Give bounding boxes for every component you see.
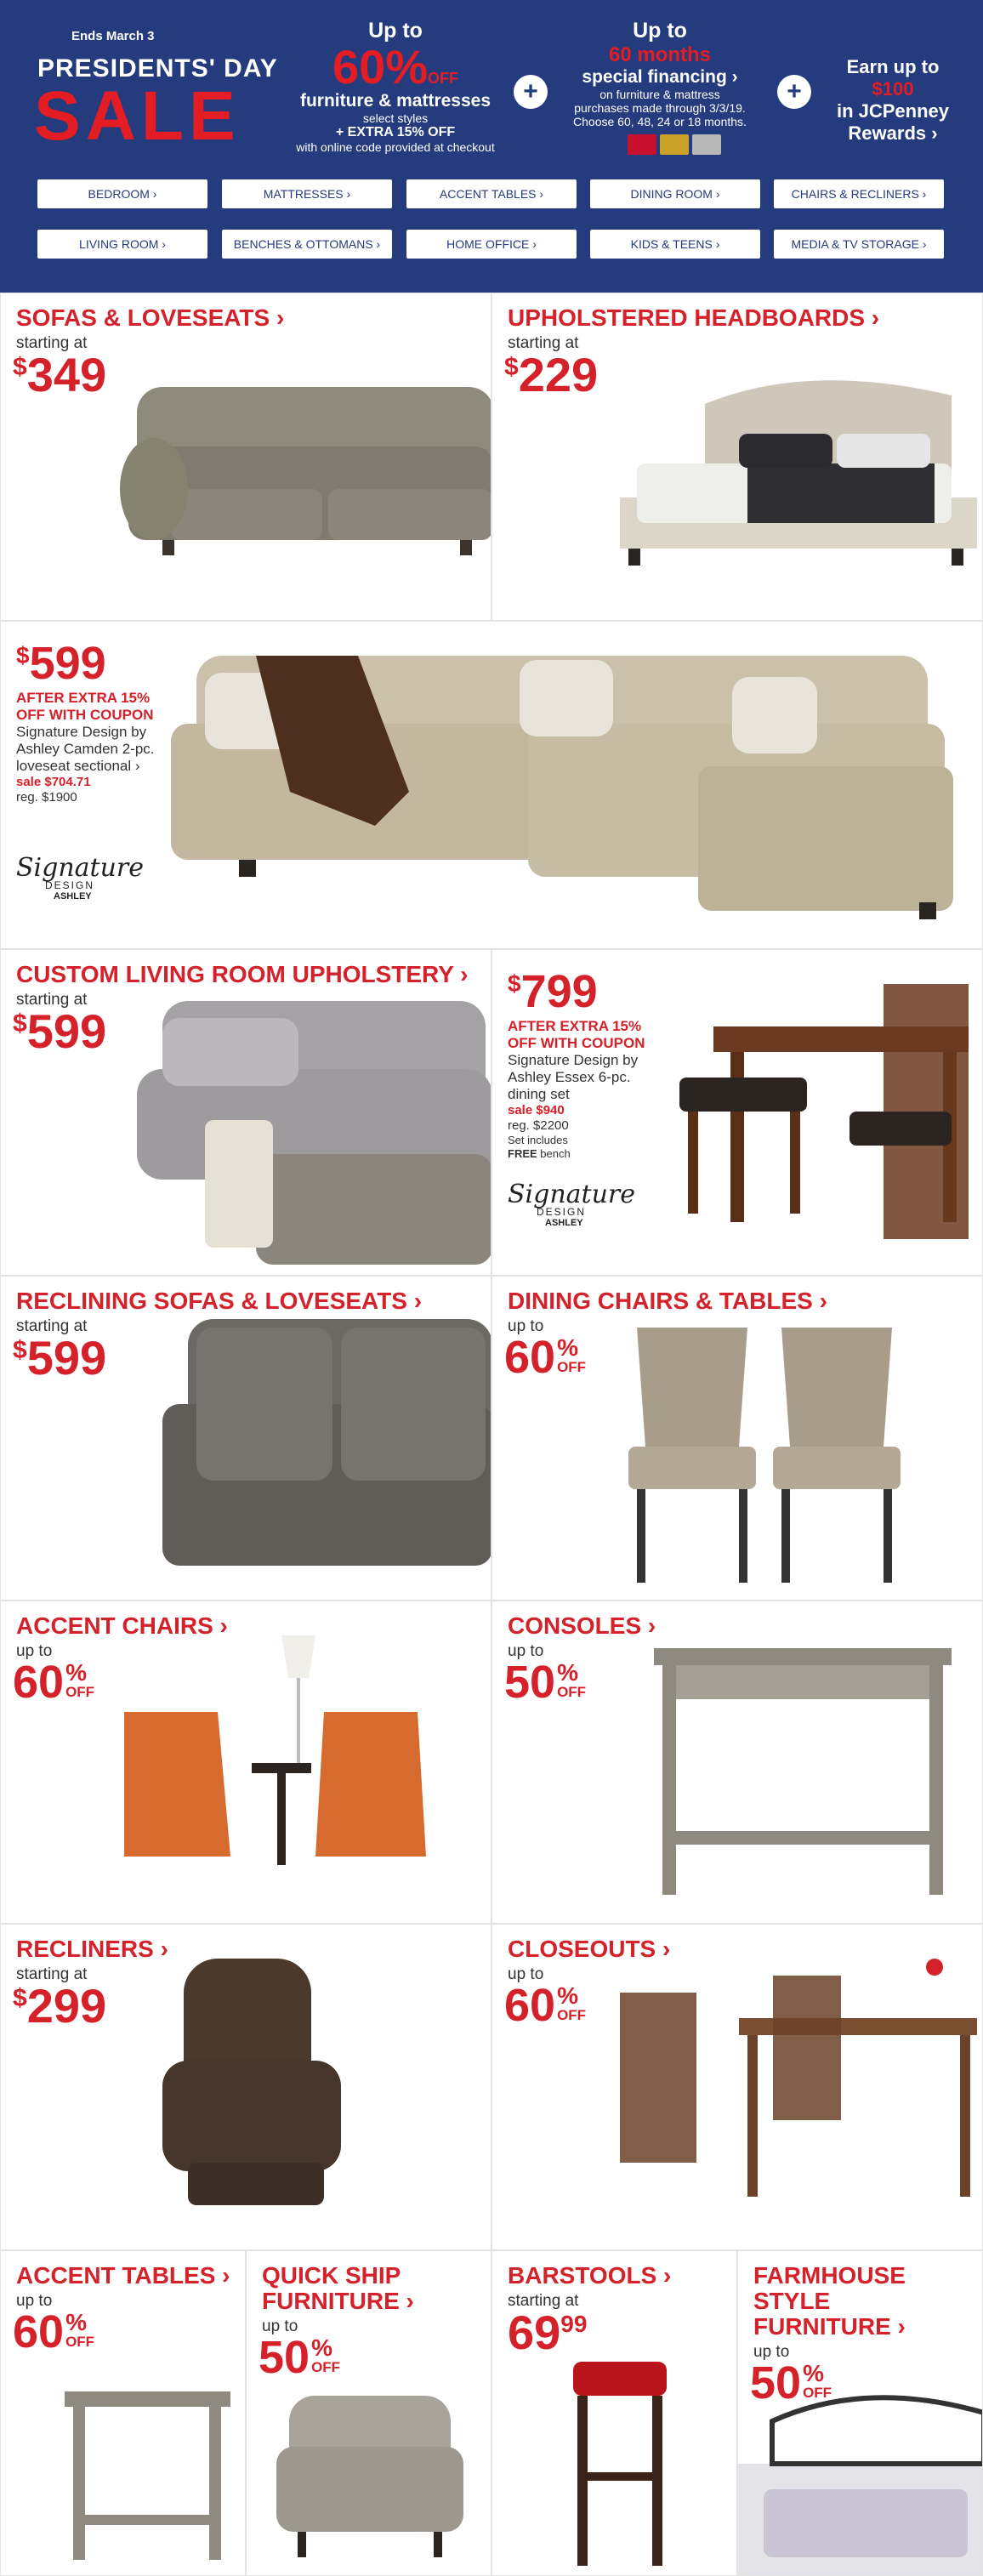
credit-card-icon — [628, 134, 656, 155]
dining-chairs-image — [492, 1277, 983, 1601]
tile-title[interactable]: CONSOLES › — [508, 1612, 656, 1639]
signature-design-logo: Signature DESIGN ASHLEY — [16, 853, 145, 901]
tile-title[interactable]: UPHOLSTERED HEADBOARDS › — [508, 304, 880, 331]
sale-end-date: Ends March 3 — [71, 29, 155, 43]
console-table-image — [492, 1601, 983, 1924]
offer-furniture[interactable] — [277, 19, 514, 154]
sale-heading: SALE — [34, 77, 241, 155]
deal-description[interactable]: Signature Design by Ashley Essex 6-pc. dining set — [508, 1052, 639, 1102]
tile-title[interactable]: QUICK SHIP FURNITURE › — [262, 2262, 414, 2314]
tile-quick-ship[interactable] — [246, 2250, 492, 2576]
deal-info — [508, 966, 652, 1161]
tile-title[interactable]: BARSTOOLS › — [508, 2262, 672, 2289]
tile-barstools[interactable] — [492, 2250, 737, 2576]
tile-subtitle: up to — [508, 1317, 544, 1335]
financing-note: purchases made through 3/3/19. — [574, 101, 746, 115]
rewards-link[interactable]: Rewards › — [848, 122, 938, 144]
nav-living-room[interactable]: LIVING ROOM › — [37, 230, 207, 259]
tile-sofas-loveseats[interactable] — [0, 293, 492, 621]
credit-cards — [628, 134, 721, 155]
tile-price: $229 — [504, 348, 599, 401]
tile-price: $69^{99}$ — [508, 2306, 588, 2359]
deal-sale-price: sale $704.71 — [16, 775, 91, 789]
tile-price: $349 — [13, 348, 107, 401]
tile-title[interactable]: ACCENT TABLES › — [16, 2262, 230, 2289]
rewards-line: in JCPenney — [836, 100, 950, 122]
nav-mattresses[interactable]: MATTRESSES › — [222, 179, 392, 208]
tile-subtitle: up to — [16, 1642, 53, 1660]
tile-accent-chairs[interactable] — [0, 1601, 492, 1924]
tile-subtitle: starting at — [508, 334, 579, 352]
financing-link[interactable]: special financing › — [582, 67, 738, 87]
tile-price: $299 — [13, 1979, 107, 2033]
tile-subtitle: up to — [16, 2292, 53, 2310]
tile-subtitle: starting at — [16, 991, 88, 1009]
tile-closeouts[interactable] — [492, 1924, 983, 2250]
offer-line: furniture & mattresses — [299, 91, 492, 111]
tile-title[interactable]: RECLINING SOFAS & LOVESEATS › — [16, 1288, 423, 1314]
tile-discount: 60 % OFF — [13, 2306, 95, 2357]
signature-design-logo: Signature DESIGN ASHLEY — [508, 1180, 636, 1228]
tile-title[interactable]: RECLINERS › — [16, 1936, 168, 1962]
deal-reg-price: reg. $2200 — [508, 1118, 569, 1133]
offer-rewards[interactable] — [818, 56, 968, 145]
tile-discount: 50 % OFF — [504, 1657, 587, 1708]
tile-consoles[interactable] — [492, 1601, 983, 1924]
tile-dining-chairs-tables[interactable] — [492, 1276, 983, 1601]
deal-sale-price: sale $940 — [508, 1103, 565, 1117]
tile-discount: 50 % OFF — [259, 2332, 341, 2383]
tile-title[interactable]: CUSTOM LIVING ROOM UPHOLSTERY › — [16, 961, 469, 987]
tile-camden-sectional[interactable] — [0, 621, 983, 949]
nav-chairs-recliners[interactable]: CHAIRS & RECLINERS › — [774, 179, 944, 208]
closeout-dining-image — [492, 1925, 983, 2250]
tile-reclining-sofas[interactable] — [0, 1276, 492, 1601]
tile-custom-upholstery[interactable] — [0, 949, 492, 1276]
tile-recliners[interactable] — [0, 1924, 492, 2250]
credit-card-icon — [692, 134, 721, 155]
tile-title[interactable]: FARMHOUSE STYLE FURNITURE › — [753, 2262, 906, 2340]
deal-coupon: AFTER EXTRA 15% OFF WITH COUPON — [508, 1018, 645, 1051]
tile-discount: 50 % OFF — [750, 2357, 832, 2408]
nav-bedroom[interactable]: BEDROOM › — [37, 179, 207, 208]
deal-coupon: AFTER EXTRA 15% OFF WITH COUPON — [16, 690, 154, 723]
plus-icon: + — [777, 75, 811, 109]
offer-up-to: Up to — [368, 19, 423, 43]
offer-note: select styles — [362, 111, 429, 125]
deal-price: $799 — [508, 966, 598, 1017]
tile-subtitle: up to — [753, 2343, 790, 2361]
nav-kids-teens[interactable]: KIDS & TEENS › — [590, 230, 760, 259]
nav-benches-ottomans[interactable]: BENCHES & OTTOMANS › — [222, 230, 392, 259]
deal-info — [16, 640, 161, 805]
offer-percent: 60% — [332, 40, 429, 94]
tile-subtitle: starting at — [16, 1965, 88, 1983]
accent-chairs-image — [1, 1601, 492, 1924]
sale-title: PRESIDENTS' DAY — [37, 54, 278, 82]
offer-extra: + EXTRA 15% OFF — [335, 125, 456, 139]
tile-price: $599 — [13, 1331, 107, 1385]
deal-description[interactable]: Signature Design by Ashley Camden 2-pc. loveseat sectional › — [16, 724, 155, 774]
deal-includes: Set includes FREE bench — [508, 1134, 571, 1160]
nav-media-tv-storage[interactable]: MEDIA & TV STORAGE › — [774, 230, 944, 259]
deal-price: $599 — [16, 638, 106, 689]
tile-subtitle: starting at — [16, 1317, 88, 1335]
tile-discount: 60 % OFF — [13, 1657, 95, 1708]
financing-up-to: Up to — [633, 19, 687, 43]
credit-card-icon — [660, 134, 689, 155]
nav-dining-room[interactable]: DINING ROOM › — [590, 179, 760, 208]
plus-icon: + — [514, 75, 548, 109]
tile-subtitle: up to — [508, 1642, 544, 1660]
offer-code-note: with online code provided at checkout — [296, 140, 495, 154]
tile-title[interactable]: CLOSEOUTS › — [508, 1936, 671, 1962]
financing-note: Choose 60, 48, 24 or 18 months. — [573, 115, 747, 128]
nav-home-office[interactable]: HOME OFFICE › — [406, 230, 577, 259]
tile-subtitle: up to — [508, 1965, 544, 1983]
financing-note: on furniture & mattress — [599, 88, 720, 101]
tile-title[interactable]: SOFAS & LOVESEATS › — [16, 304, 285, 331]
nav-accent-tables[interactable]: ACCENT TABLES › — [406, 179, 577, 208]
tile-accent-tables[interactable] — [0, 2250, 246, 2576]
tile-subtitle: up to — [262, 2317, 298, 2335]
deal-reg-price: reg. $1900 — [16, 790, 77, 805]
offer-off: OFF — [428, 70, 459, 87]
tile-price: $599 — [13, 1004, 107, 1058]
tile-discount: 60 % OFF — [504, 1980, 587, 2031]
tile-title[interactable]: ACCENT CHAIRS › — [16, 1612, 228, 1639]
hero-banner — [0, 0, 983, 293]
offer-financing[interactable] — [558, 19, 762, 128]
rewards-line: Earn up to — [846, 56, 940, 77]
tile-upholstered-headboards[interactable] — [492, 293, 983, 621]
tile-title[interactable]: DINING CHAIRS & TABLES › — [508, 1288, 827, 1314]
tile-essex-dining-set[interactable] — [492, 949, 983, 1276]
financing-months: 60 months — [608, 43, 712, 66]
tile-subtitle: starting at — [508, 2292, 579, 2310]
tile-subtitle: starting at — [16, 334, 88, 352]
tile-farmhouse-furniture[interactable] — [737, 2250, 983, 2576]
tile-discount: 60 % OFF — [504, 1332, 587, 1383]
rewards-amount: $100 — [872, 78, 914, 100]
